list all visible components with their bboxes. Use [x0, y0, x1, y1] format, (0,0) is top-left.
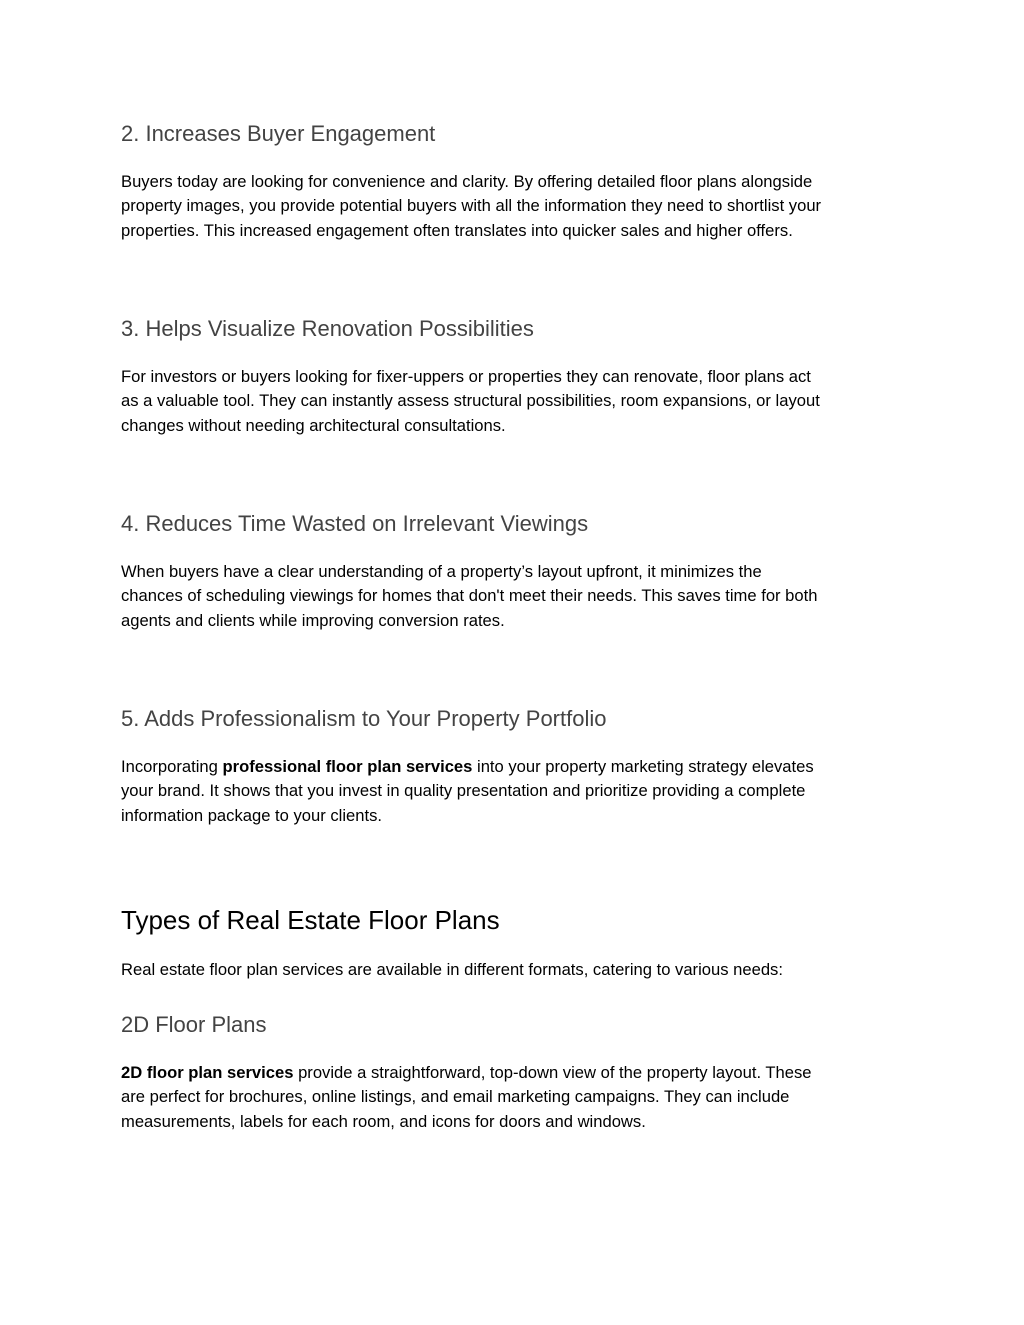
section-paragraph [121, 170, 911, 243]
paragraph-line: information package to your clients. [121, 805, 383, 825]
section-heading: 2. Increases Buyer Engagement [121, 121, 436, 146]
section-heading: 5. Adds Professionalism to Your Property Portfolio [121, 706, 607, 731]
paragraph-line: your brand. It shows that you invest in quality presentation and prioritize providing a complete [121, 781, 806, 801]
paragraph-line [121, 1061, 911, 1085]
paragraph-line: are perfect for brochures, online listings, and email marketing campaigns. They can include [121, 1087, 790, 1107]
paragraph-line: Real estate floor plan services are available in different formats, catering to various needs: [121, 960, 783, 979]
paragraph-line [121, 755, 911, 779]
bold-phrase: 2D floor plan services [121, 1063, 294, 1082]
line-text: provide a straightforward, top-down view of the property layout. These [293, 1063, 812, 1082]
paragraph-line: For investors or buyers looking for fixer-uppers or properties they can renovate, floor plans act [121, 367, 811, 386]
paragraph-line: chances of scheduling viewings for homes that don't meet their needs. This saves time for both [121, 586, 818, 606]
types-heading: Types of Real Estate Floor Plans [121, 905, 500, 935]
section-paragraph [121, 365, 911, 438]
paragraph-line: When buyers have a clear understanding of a property’s layout upfront, it minimizes the [121, 562, 762, 581]
paragraph-line: changes without needing architectural consultations. [121, 415, 506, 435]
section-paragraph [121, 560, 911, 633]
section-paragraph [121, 1061, 911, 1134]
paragraph-line: as a valuable tool. They can instantly assess structural possibilities, room expansions, or layout [121, 391, 820, 411]
paragraph-line: measurements, labels for each room, and icons for doors and windows. [121, 1111, 646, 1131]
line-text: Incorporating [121, 757, 223, 776]
line-text: into your property marketing strategy elevates [472, 757, 814, 776]
section-heading: 4. Reduces Time Wasted on Irrelevant Viewings [121, 511, 589, 536]
paragraph-line: agents and clients while improving conversion rates. [121, 610, 505, 630]
subsection-heading: 2D Floor Plans [121, 1012, 267, 1037]
paragraph-line: Buyers today are looking for convenience and clarity. By offering detailed floor plans alongside [121, 172, 813, 191]
bold-phrase: professional floor plan services [222, 757, 473, 776]
section-paragraph [121, 755, 911, 828]
paragraph-line: properties. This increased engagement often translates into quicker sales and higher offers. [121, 220, 793, 240]
section-heading: 3. Helps Visualize Renovation Possibilities [121, 316, 534, 341]
paragraph-line: property images, you provide potential buyers with all the information they need to shortlist your [121, 196, 822, 216]
types-intro [121, 958, 911, 982]
